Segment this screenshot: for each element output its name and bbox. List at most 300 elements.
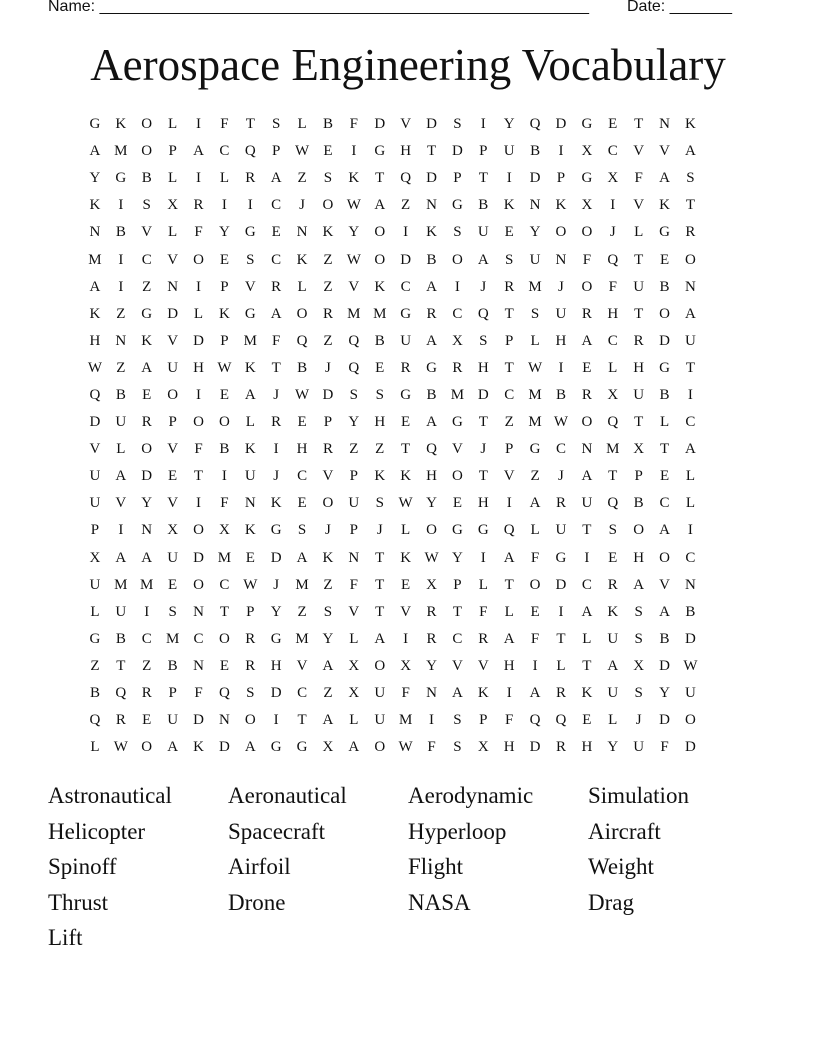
- grid-letter: U: [581, 495, 593, 512]
- grid-letter: B: [659, 278, 670, 295]
- grid-letter: L: [168, 116, 178, 133]
- grid-letter: L: [219, 170, 229, 187]
- word-list-item: Hyperloop: [408, 818, 507, 844]
- grid-letter: A: [244, 386, 256, 403]
- grid-letter: Z: [323, 685, 333, 702]
- grid-letter: S: [453, 224, 462, 241]
- grid-letter: G: [244, 305, 256, 322]
- grid-letter: N: [581, 441, 593, 458]
- grid-letter: V: [348, 278, 360, 295]
- word-list-item: Weight: [588, 854, 654, 879]
- grid-letter: W: [346, 197, 361, 214]
- grid-letter: F: [272, 332, 281, 349]
- grid-letter: H: [270, 657, 282, 674]
- grid-letter: J: [376, 522, 383, 539]
- grid-letter: T: [582, 657, 592, 674]
- grid-letter: A: [477, 251, 489, 268]
- grid-letter: U: [244, 468, 256, 485]
- grid-letter: B: [167, 657, 178, 674]
- grid-letter: V: [89, 441, 101, 458]
- grid-letter: V: [167, 251, 179, 268]
- grid-letter: M: [528, 278, 542, 295]
- grid-letter: G: [296, 739, 308, 756]
- grid-letter: C: [685, 549, 696, 566]
- grid-letter: F: [660, 739, 669, 756]
- grid-letter: J: [273, 386, 280, 403]
- grid-letter: W: [217, 359, 232, 376]
- grid-letter: N: [141, 522, 153, 539]
- grid-letter: K: [348, 170, 360, 187]
- date-field-label: Date: _______: [627, 0, 732, 15]
- grid-letter: K: [400, 468, 412, 485]
- grid-letter: E: [142, 712, 152, 729]
- grid-letter: A: [685, 305, 696, 322]
- grid-letter: F: [608, 278, 617, 295]
- grid-letter: K: [374, 278, 386, 295]
- grid-letter: V: [348, 603, 360, 620]
- grid-letter: R: [271, 414, 282, 431]
- grid-letter: Y: [348, 414, 360, 431]
- grid-letter: E: [297, 414, 307, 431]
- grid-letter: Y: [322, 630, 334, 647]
- grid-letter: I: [196, 116, 201, 133]
- grid-letter: V: [633, 143, 645, 160]
- grid-letter: T: [685, 197, 696, 214]
- grid-letter: H: [374, 414, 386, 431]
- grid-letter: U: [115, 603, 127, 620]
- grid-letter: Z: [323, 576, 333, 593]
- grid-letter: R: [607, 576, 618, 593]
- grid-letter: V: [451, 657, 463, 674]
- grid-letter: G: [89, 116, 101, 133]
- grid-letter: I: [196, 386, 201, 403]
- grid-letter: U: [348, 495, 360, 512]
- grid-letter: G: [115, 170, 127, 187]
- grid-letter: V: [167, 332, 179, 349]
- grid-letter: X: [348, 657, 360, 674]
- grid-letter: Q: [607, 414, 619, 431]
- grid-letter: H: [581, 739, 593, 756]
- grid-letter: I: [144, 603, 150, 620]
- grid-letter: C: [581, 576, 592, 593]
- grid-letter: W: [553, 414, 569, 431]
- grid-letter: P: [634, 468, 643, 485]
- grid-letter: A: [89, 278, 101, 295]
- grid-letter: L: [90, 739, 100, 756]
- grid-letter: O: [296, 305, 308, 322]
- grid-letter: T: [297, 712, 307, 729]
- grid-letter: C: [141, 251, 152, 268]
- grid-letter: M: [165, 630, 180, 647]
- grid-letter: G: [659, 359, 670, 376]
- grid-letter: T: [478, 414, 488, 431]
- grid-letter: G: [270, 630, 282, 647]
- grid-letter: I: [480, 549, 486, 566]
- grid-letter: J: [558, 468, 564, 485]
- grid-letter: L: [504, 603, 514, 620]
- grid-letter: C: [685, 414, 696, 431]
- grid-letter: H: [426, 468, 437, 485]
- grid-letter: R: [426, 603, 437, 620]
- grid-letter: K: [322, 549, 334, 566]
- grid-letter: R: [245, 630, 256, 647]
- grid-letter: T: [608, 468, 618, 485]
- grid-letter: O: [141, 739, 153, 756]
- grid-letter: K: [607, 603, 619, 620]
- grid-letter: T: [659, 441, 670, 458]
- word-list-item: NASA: [408, 889, 471, 915]
- grid-letter: O: [685, 251, 696, 268]
- grid-letter: T: [271, 359, 281, 376]
- grid-letter: O: [374, 224, 386, 241]
- grid-letter: F: [194, 685, 203, 702]
- grid-letter: Z: [297, 603, 307, 620]
- grid-letter: E: [297, 495, 307, 512]
- grid-letter: I: [610, 197, 616, 214]
- word-list-item: Drone: [228, 889, 286, 915]
- grid-letter: E: [582, 359, 592, 376]
- grid-letter: M: [398, 712, 413, 729]
- grid-letter: T: [504, 359, 514, 376]
- grid-letter: A: [426, 332, 437, 349]
- grid-letter: V: [322, 468, 334, 485]
- grid-letter: I: [558, 603, 564, 620]
- grid-letter: S: [323, 603, 333, 620]
- grid-letter: U: [607, 630, 619, 647]
- grid-letter: X: [218, 522, 230, 539]
- grid-letter: O: [685, 712, 696, 729]
- grid-letter: T: [685, 359, 696, 376]
- grid-letter: K: [89, 305, 101, 322]
- grid-letter: E: [452, 495, 462, 512]
- grid-letter: D: [685, 630, 696, 647]
- grid-letter: A: [322, 657, 334, 674]
- grid-letter: A: [296, 549, 308, 566]
- grid-letter: H: [607, 305, 619, 322]
- grid-letter: I: [118, 251, 124, 268]
- grid-letter: E: [504, 224, 514, 241]
- grid-letter: O: [374, 739, 386, 756]
- grid-letter: N: [218, 712, 230, 729]
- grid-letter: I: [480, 116, 486, 133]
- grid-letter: K: [322, 224, 334, 241]
- grid-letter: I: [118, 522, 124, 539]
- grid-letter: I: [273, 712, 279, 729]
- grid-letter: E: [530, 603, 540, 620]
- grid-letter: A: [685, 441, 696, 458]
- grid-letter: P: [505, 441, 514, 458]
- grid-letter: U: [633, 278, 645, 295]
- grid-letter: S: [634, 603, 643, 620]
- grid-letter: B: [141, 170, 152, 187]
- grid-letter: S: [530, 305, 540, 322]
- grid-letter: U: [115, 414, 127, 431]
- grid-letter: F: [634, 170, 643, 187]
- grid-letter: P: [272, 143, 281, 160]
- word-list: [48, 780, 768, 958]
- grid-letter: C: [219, 143, 230, 160]
- grid-letter: L: [659, 414, 670, 431]
- grid-letter: Y: [607, 739, 619, 756]
- word-list-item: Airfoil: [228, 854, 291, 879]
- grid-letter: N: [685, 278, 696, 295]
- grid-letter: G: [451, 197, 463, 214]
- grid-letter: S: [634, 630, 643, 647]
- grid-letter: U: [167, 712, 179, 729]
- grid-letter: G: [244, 224, 256, 241]
- grid-letter: U: [633, 739, 645, 756]
- grid-letter: O: [529, 576, 541, 593]
- grid-letter: M: [606, 441, 620, 458]
- grid-letter: L: [634, 224, 644, 241]
- grid-letter: J: [635, 712, 642, 729]
- word-search-grid: [82, 111, 703, 761]
- grid-letter: V: [400, 603, 412, 620]
- grid-letter: I: [196, 170, 201, 187]
- grid-letter: G: [89, 630, 101, 647]
- grid-letter: N: [529, 197, 541, 214]
- grid-letter: Y: [426, 657, 437, 674]
- grid-letter: L: [556, 657, 566, 674]
- grid-letter: A: [581, 603, 593, 620]
- grid-letter: C: [504, 386, 515, 403]
- grid-letter: I: [454, 278, 460, 295]
- grid-letter: B: [633, 495, 644, 512]
- grid-letter: M: [528, 414, 542, 431]
- grid-letter: U: [89, 576, 101, 593]
- grid-letter: V: [141, 224, 153, 241]
- grid-letter: K: [581, 685, 593, 702]
- grid-letter: C: [193, 630, 204, 647]
- grid-letter: U: [503, 143, 515, 160]
- grid-letter: F: [194, 441, 203, 458]
- grid-letter: L: [245, 414, 255, 431]
- grid-letter: X: [581, 197, 593, 214]
- grid-letter: Y: [218, 224, 230, 241]
- grid-letter: R: [322, 305, 333, 322]
- grid-letter: A: [193, 143, 204, 160]
- grid-letter: I: [118, 278, 124, 295]
- grid-letter: A: [270, 305, 282, 322]
- grid-letter: A: [581, 332, 593, 349]
- grid-letter: G: [400, 305, 412, 322]
- grid-letter: W: [424, 549, 439, 566]
- grid-letter: D: [193, 332, 204, 349]
- grid-letter: M: [528, 386, 542, 403]
- grid-letter: C: [297, 685, 308, 702]
- grid-letter: T: [375, 170, 385, 187]
- grid-letter: G: [270, 739, 282, 756]
- grid-letter: G: [451, 522, 463, 539]
- grid-letter: M: [373, 305, 387, 322]
- grid-letter: D: [659, 332, 670, 349]
- grid-letter: P: [323, 414, 333, 431]
- grid-letter: U: [374, 712, 386, 729]
- grid-letter: O: [244, 712, 256, 729]
- grid-letter: G: [529, 441, 541, 458]
- grid-letter: Q: [89, 386, 101, 403]
- grid-letter: A: [529, 685, 541, 702]
- grid-letter: D: [322, 386, 334, 403]
- grid-letter: D: [400, 251, 412, 268]
- page-title: Aerospace Engineering Vocabulary: [90, 40, 726, 90]
- grid-letter: D: [141, 468, 153, 485]
- grid-letter: B: [426, 386, 437, 403]
- grid-letter: F: [349, 116, 359, 133]
- grid-letter: H: [555, 332, 567, 349]
- grid-letter: V: [477, 657, 489, 674]
- grid-letter: Q: [218, 685, 230, 702]
- grid-letter: N: [193, 657, 204, 674]
- grid-letter: X: [167, 197, 179, 214]
- grid-letter: C: [555, 441, 566, 458]
- grid-letter: S: [246, 251, 255, 268]
- grid-letter: L: [349, 712, 359, 729]
- grid-letter: K: [115, 116, 127, 133]
- grid-letter: H: [503, 657, 515, 674]
- grid-letter: D: [89, 414, 101, 431]
- word-list-item: Astronautical: [48, 783, 172, 808]
- grid-letter: B: [219, 441, 230, 458]
- grid-letter: M: [295, 630, 309, 647]
- grid-letter: L: [685, 495, 696, 512]
- grid-letter: L: [401, 522, 411, 539]
- grid-letter: J: [480, 441, 487, 458]
- grid-letter: G: [400, 386, 412, 403]
- grid-letter: H: [503, 739, 515, 756]
- grid-letter: L: [116, 441, 126, 458]
- grid-letter: A: [581, 468, 593, 485]
- grid-letter: W: [398, 495, 413, 512]
- grid-letter: E: [245, 549, 255, 566]
- grid-letter: V: [633, 197, 645, 214]
- grid-letter: P: [556, 170, 566, 187]
- grid-letter: R: [581, 386, 592, 403]
- grid-letter: Q: [477, 305, 489, 322]
- word-list-item: Drag: [588, 889, 634, 915]
- word-list-item: Thrust: [48, 889, 109, 915]
- grid-letter: T: [478, 468, 488, 485]
- grid-letter: B: [659, 630, 670, 647]
- grid-letter: O: [218, 630, 230, 647]
- grid-letter: D: [426, 116, 437, 133]
- grid-letter: V: [659, 143, 670, 160]
- grid-letter: A: [503, 630, 515, 647]
- grid-letter: T: [634, 305, 644, 322]
- grid-letter: V: [296, 657, 308, 674]
- grid-letter: P: [453, 576, 462, 593]
- grid-letter: I: [687, 386, 693, 403]
- word-list-item: Aeronautical: [228, 783, 347, 808]
- grid-letter: G: [141, 305, 153, 322]
- grid-letter: S: [634, 685, 643, 702]
- grid-letter: C: [297, 468, 308, 485]
- grid-letter: Z: [297, 170, 307, 187]
- grid-letter: N: [555, 251, 567, 268]
- grid-letter: L: [685, 468, 696, 485]
- grid-letter: X: [322, 739, 334, 756]
- grid-letter: C: [607, 332, 618, 349]
- grid-letter: G: [581, 170, 593, 187]
- grid-letter: R: [193, 197, 204, 214]
- grid-letter: S: [375, 386, 384, 403]
- grid-letter: L: [530, 332, 540, 349]
- grid-letter: Z: [90, 657, 100, 674]
- grid-letter: S: [246, 685, 255, 702]
- grid-letter: B: [115, 630, 126, 647]
- grid-letter: T: [634, 414, 644, 431]
- grid-letter: K: [659, 197, 670, 214]
- grid-letter: Z: [375, 441, 385, 458]
- grid-letter: O: [193, 522, 204, 539]
- grid-letter: D: [167, 305, 179, 322]
- grid-letter: D: [659, 657, 670, 674]
- grid-letter: S: [453, 739, 462, 756]
- grid-letter: C: [219, 576, 230, 593]
- grid-letter: B: [115, 224, 126, 241]
- grid-letter: C: [271, 197, 282, 214]
- grid-letter: I: [506, 685, 512, 702]
- grid-letter: V: [167, 441, 179, 458]
- grid-letter: A: [659, 170, 670, 187]
- grid-letter: X: [477, 739, 489, 756]
- grid-letter: K: [141, 332, 153, 349]
- grid-letter: S: [323, 170, 333, 187]
- grid-letter: D: [451, 143, 463, 160]
- grid-letter: T: [245, 116, 255, 133]
- grid-letter: M: [88, 251, 102, 268]
- grid-letter: U: [167, 549, 179, 566]
- grid-letter: R: [245, 657, 256, 674]
- grid-letter: Y: [529, 224, 541, 241]
- grid-letter: G: [477, 522, 489, 539]
- grid-letter: J: [480, 278, 487, 295]
- grid-letter: I: [506, 170, 512, 187]
- grid-letter: A: [374, 630, 386, 647]
- grid-letter: W: [528, 359, 543, 376]
- grid-letter: R: [271, 278, 282, 295]
- grid-letter: D: [555, 116, 567, 133]
- grid-letter: W: [113, 739, 128, 756]
- grid-letter: P: [168, 143, 177, 160]
- grid-letter: S: [686, 170, 695, 187]
- grid-letter: M: [114, 576, 128, 593]
- grid-letter: I: [429, 712, 435, 729]
- grid-letter: S: [453, 712, 462, 729]
- grid-letter: I: [221, 197, 227, 214]
- grid-letter: N: [115, 332, 127, 349]
- grid-letter: A: [426, 414, 437, 431]
- grid-letter: N: [348, 549, 360, 566]
- grid-letter: M: [243, 332, 257, 349]
- grid-letter: T: [504, 576, 514, 593]
- grid-letter: P: [479, 712, 488, 729]
- grid-letter: R: [400, 359, 411, 376]
- grid-letter: O: [374, 251, 386, 268]
- grid-letter: T: [556, 630, 566, 647]
- grid-letter: A: [270, 170, 282, 187]
- grid-letter: G: [659, 224, 670, 241]
- grid-letter: N: [659, 116, 670, 133]
- grid-letter: X: [89, 549, 101, 566]
- grid-letter: E: [168, 576, 178, 593]
- grid-letter: X: [426, 576, 437, 593]
- grid-letter: V: [244, 278, 256, 295]
- grid-letter: O: [426, 522, 437, 539]
- word-list-item: Simulation: [588, 783, 689, 808]
- grid-letter: X: [607, 386, 619, 403]
- grid-letter: Y: [451, 549, 463, 566]
